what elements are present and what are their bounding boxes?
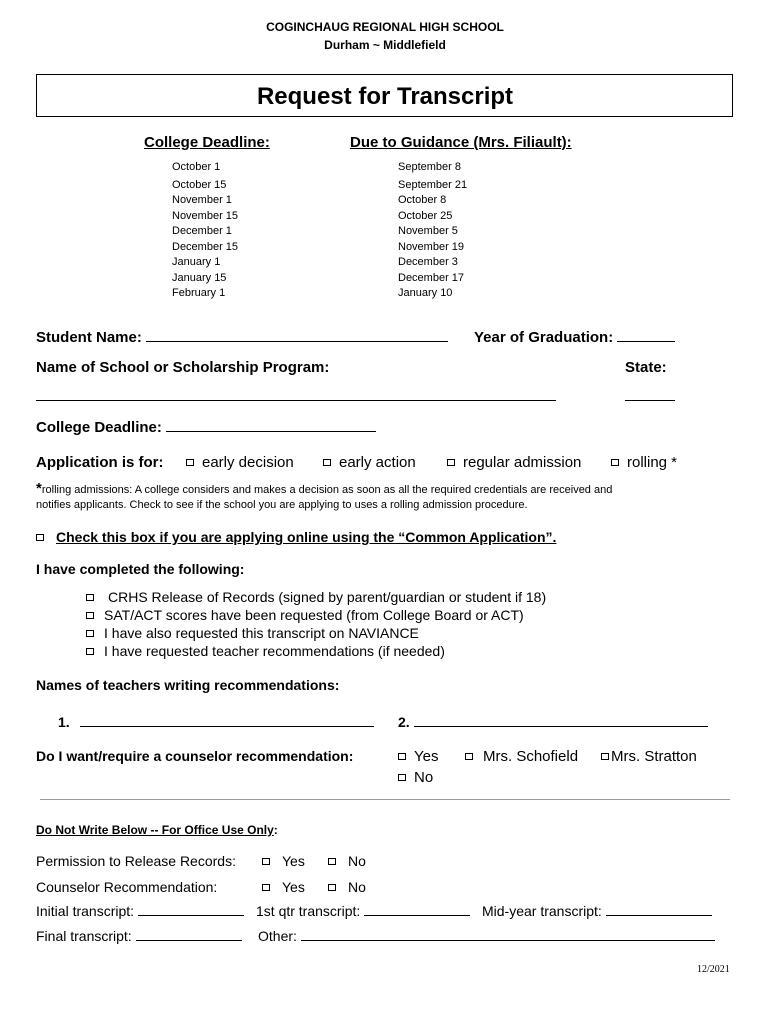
other-label: Other: — [258, 928, 297, 944]
guidance-date: October 8 — [398, 194, 447, 206]
option-label: rolling * — [627, 454, 678, 471]
option-label: Yes — [282, 853, 305, 869]
checkbox-icon[interactable] — [86, 594, 94, 601]
teacher-2-field[interactable] — [414, 712, 708, 727]
final-transcript-field[interactable] — [136, 928, 242, 941]
guidance-date: November 5 — [398, 225, 458, 237]
option-regular-admission[interactable] — [447, 454, 581, 471]
college-date: November 1 — [172, 194, 232, 206]
teacher-2-number: 2. — [398, 714, 410, 730]
first-qtr-row — [256, 903, 470, 919]
counselor-label: Do I want/require a counselor recommendation: — [36, 748, 354, 764]
counselor-schofield[interactable] — [465, 748, 578, 765]
other-field[interactable] — [301, 928, 715, 941]
guidance-deadline-list — [398, 160, 467, 302]
guidance-deadline-header: Due to Guidance (Mrs. Filiault): — [350, 134, 572, 151]
option-label: No — [348, 853, 366, 869]
college-deadline-header: College Deadline: — [144, 134, 270, 151]
other-row — [258, 928, 715, 944]
guidance-date: September 21 — [398, 178, 468, 191]
checkbox-icon[interactable] — [328, 884, 336, 891]
school-name: COGINCHAUG REGIONAL HIGH SCHOOL — [266, 20, 504, 34]
guidance-date: November 19 — [398, 240, 465, 253]
state-label: State: — [625, 359, 667, 376]
checkbox-icon[interactable] — [398, 774, 406, 781]
mid-year-label: Mid-year transcript: — [482, 903, 602, 919]
first-qtr-label: 1st qtr transcript: — [256, 903, 361, 919]
college-date: October 15 — [172, 178, 227, 191]
checkbox-icon[interactable] — [465, 753, 473, 760]
guidance-date: January 10 — [398, 287, 453, 299]
college-date: January 1 — [172, 256, 221, 268]
school-program-label: Name of School or Scholarship Program: — [36, 359, 330, 376]
item-label: CRHS Release of Records (signed by parent/guardian or student if 18) — [108, 589, 547, 605]
guidance-date: December 17 — [398, 271, 465, 284]
mid-year-field[interactable] — [606, 903, 712, 916]
checkbox-icon[interactable] — [186, 459, 194, 466]
option-early-action[interactable] — [323, 454, 416, 471]
permission-yes[interactable] — [262, 853, 305, 869]
footnote-line2: notifies applicants. Check to see if the school you are applying to uses a rolling admission procedure. — [36, 499, 528, 511]
counselor-rec-label: Counselor Recommendation: — [36, 879, 218, 895]
completed-item[interactable] — [86, 606, 546, 624]
completed-item[interactable] — [86, 624, 546, 642]
item-label: I have requested teacher recommendations (if needed) — [104, 643, 445, 659]
option-label: Mrs. Schofield — [483, 748, 579, 765]
option-label: Mrs. Stratton — [611, 748, 697, 765]
option-label: early decision — [202, 454, 294, 471]
option-label: Yes — [282, 879, 305, 895]
college-date: December 15 — [172, 240, 239, 253]
school-program-field[interactable] — [36, 386, 556, 401]
checkbox-icon[interactable] — [398, 753, 406, 760]
checkbox-icon[interactable] — [262, 858, 270, 865]
graduation-year-row — [474, 327, 675, 346]
first-qtr-field[interactable] — [364, 903, 470, 916]
checkbox-icon[interactable] — [611, 459, 619, 466]
counselor-rec-no[interactable] — [328, 879, 366, 895]
permission-label: Permission to Release Records: — [36, 853, 236, 869]
checkbox-icon[interactable] — [323, 459, 331, 466]
checkbox-icon[interactable] — [86, 612, 94, 619]
common-app-label: Check this box if you are applying online using the “Common Application”. — [56, 529, 557, 545]
item-label: SAT/ACT scores have been requested (from College Board or ACT) — [104, 607, 524, 623]
checkbox-icon[interactable] — [262, 884, 270, 891]
option-rolling[interactable] — [611, 454, 677, 471]
guidance-date: September 8 — [398, 161, 461, 173]
counselor-rec-yes[interactable] — [262, 879, 305, 895]
option-label: early action — [339, 454, 416, 471]
permission-no[interactable] — [328, 853, 366, 869]
college-date: November 15 — [172, 209, 239, 222]
completed-item[interactable] — [86, 642, 546, 660]
counselor-yes[interactable] — [398, 748, 438, 765]
college-date: February 1 — [172, 287, 226, 299]
student-name-label: Student Name: — [36, 329, 142, 346]
student-name-field[interactable] — [146, 327, 448, 342]
graduation-year-field[interactable] — [617, 327, 675, 342]
completed-heading: I have completed the following: — [36, 561, 245, 577]
final-transcript-label: Final transcript: — [36, 928, 132, 944]
college-date: December 1 — [172, 225, 232, 237]
page-title: Request for Transcript — [256, 83, 514, 110]
option-label: No — [414, 769, 434, 786]
footer-date: 12/2021 — [697, 964, 730, 975]
college-deadline-list — [172, 160, 238, 302]
office-heading-colon: : — [273, 823, 278, 837]
school-towns: Durham ~ Middlefield — [324, 38, 446, 52]
graduation-year-label: Year of Graduation: — [474, 329, 614, 346]
teacher-2-row — [398, 712, 708, 730]
teacher-1-field[interactable] — [80, 712, 374, 727]
teacher-1-number: 1. — [58, 714, 70, 730]
item-label: I have also requested this transcript on NAVIANCE — [104, 625, 419, 641]
guidance-date: December 3 — [398, 256, 458, 268]
final-transcript-row — [36, 928, 242, 944]
common-app-row[interactable] — [36, 529, 556, 545]
completed-list — [86, 588, 546, 660]
option-label: Yes — [414, 748, 439, 765]
office-heading-text: Do Not Write Below -- For Office Use Only — [36, 823, 274, 837]
initial-transcript-field[interactable] — [138, 903, 244, 916]
footnote-line1: rolling admissions: A college considers and makes a decision as soon as all the required credentials are received and — [41, 484, 613, 496]
footnote-star: * — [36, 480, 42, 497]
initial-transcript-row — [36, 903, 244, 919]
checkbox-icon[interactable] — [447, 459, 455, 466]
initial-transcript-label: Initial transcript: — [36, 903, 135, 919]
office-heading — [36, 823, 278, 837]
counselor-stratton[interactable] — [601, 748, 697, 765]
divider — [40, 799, 730, 800]
option-label: regular admission — [463, 454, 582, 471]
teacher-1-row — [58, 712, 374, 730]
option-label: No — [348, 879, 366, 895]
mid-year-row — [482, 903, 712, 919]
college-deadline-label: College Deadline: — [36, 419, 162, 436]
option-early-decision[interactable] — [186, 454, 294, 471]
college-date: October 1 — [172, 161, 221, 173]
application-label: Application is for: — [36, 454, 164, 471]
checkbox-icon[interactable] — [601, 753, 609, 760]
checkbox-icon[interactable] — [86, 630, 94, 637]
college-deadline-field[interactable] — [166, 417, 376, 432]
checkbox-icon[interactable] — [86, 648, 94, 655]
teachers-heading: Names of teachers writing recommendations: — [36, 677, 340, 693]
checkbox-icon[interactable] — [36, 534, 44, 541]
state-field[interactable] — [625, 386, 675, 401]
completed-item[interactable] — [86, 588, 546, 606]
rolling-footnote — [36, 481, 612, 513]
guidance-date: October 25 — [398, 209, 453, 222]
checkbox-icon[interactable] — [328, 858, 336, 865]
college-date: January 15 — [172, 271, 227, 284]
student-name-row — [36, 327, 448, 346]
counselor-no[interactable] — [398, 769, 433, 786]
college-deadline-row — [36, 417, 376, 436]
